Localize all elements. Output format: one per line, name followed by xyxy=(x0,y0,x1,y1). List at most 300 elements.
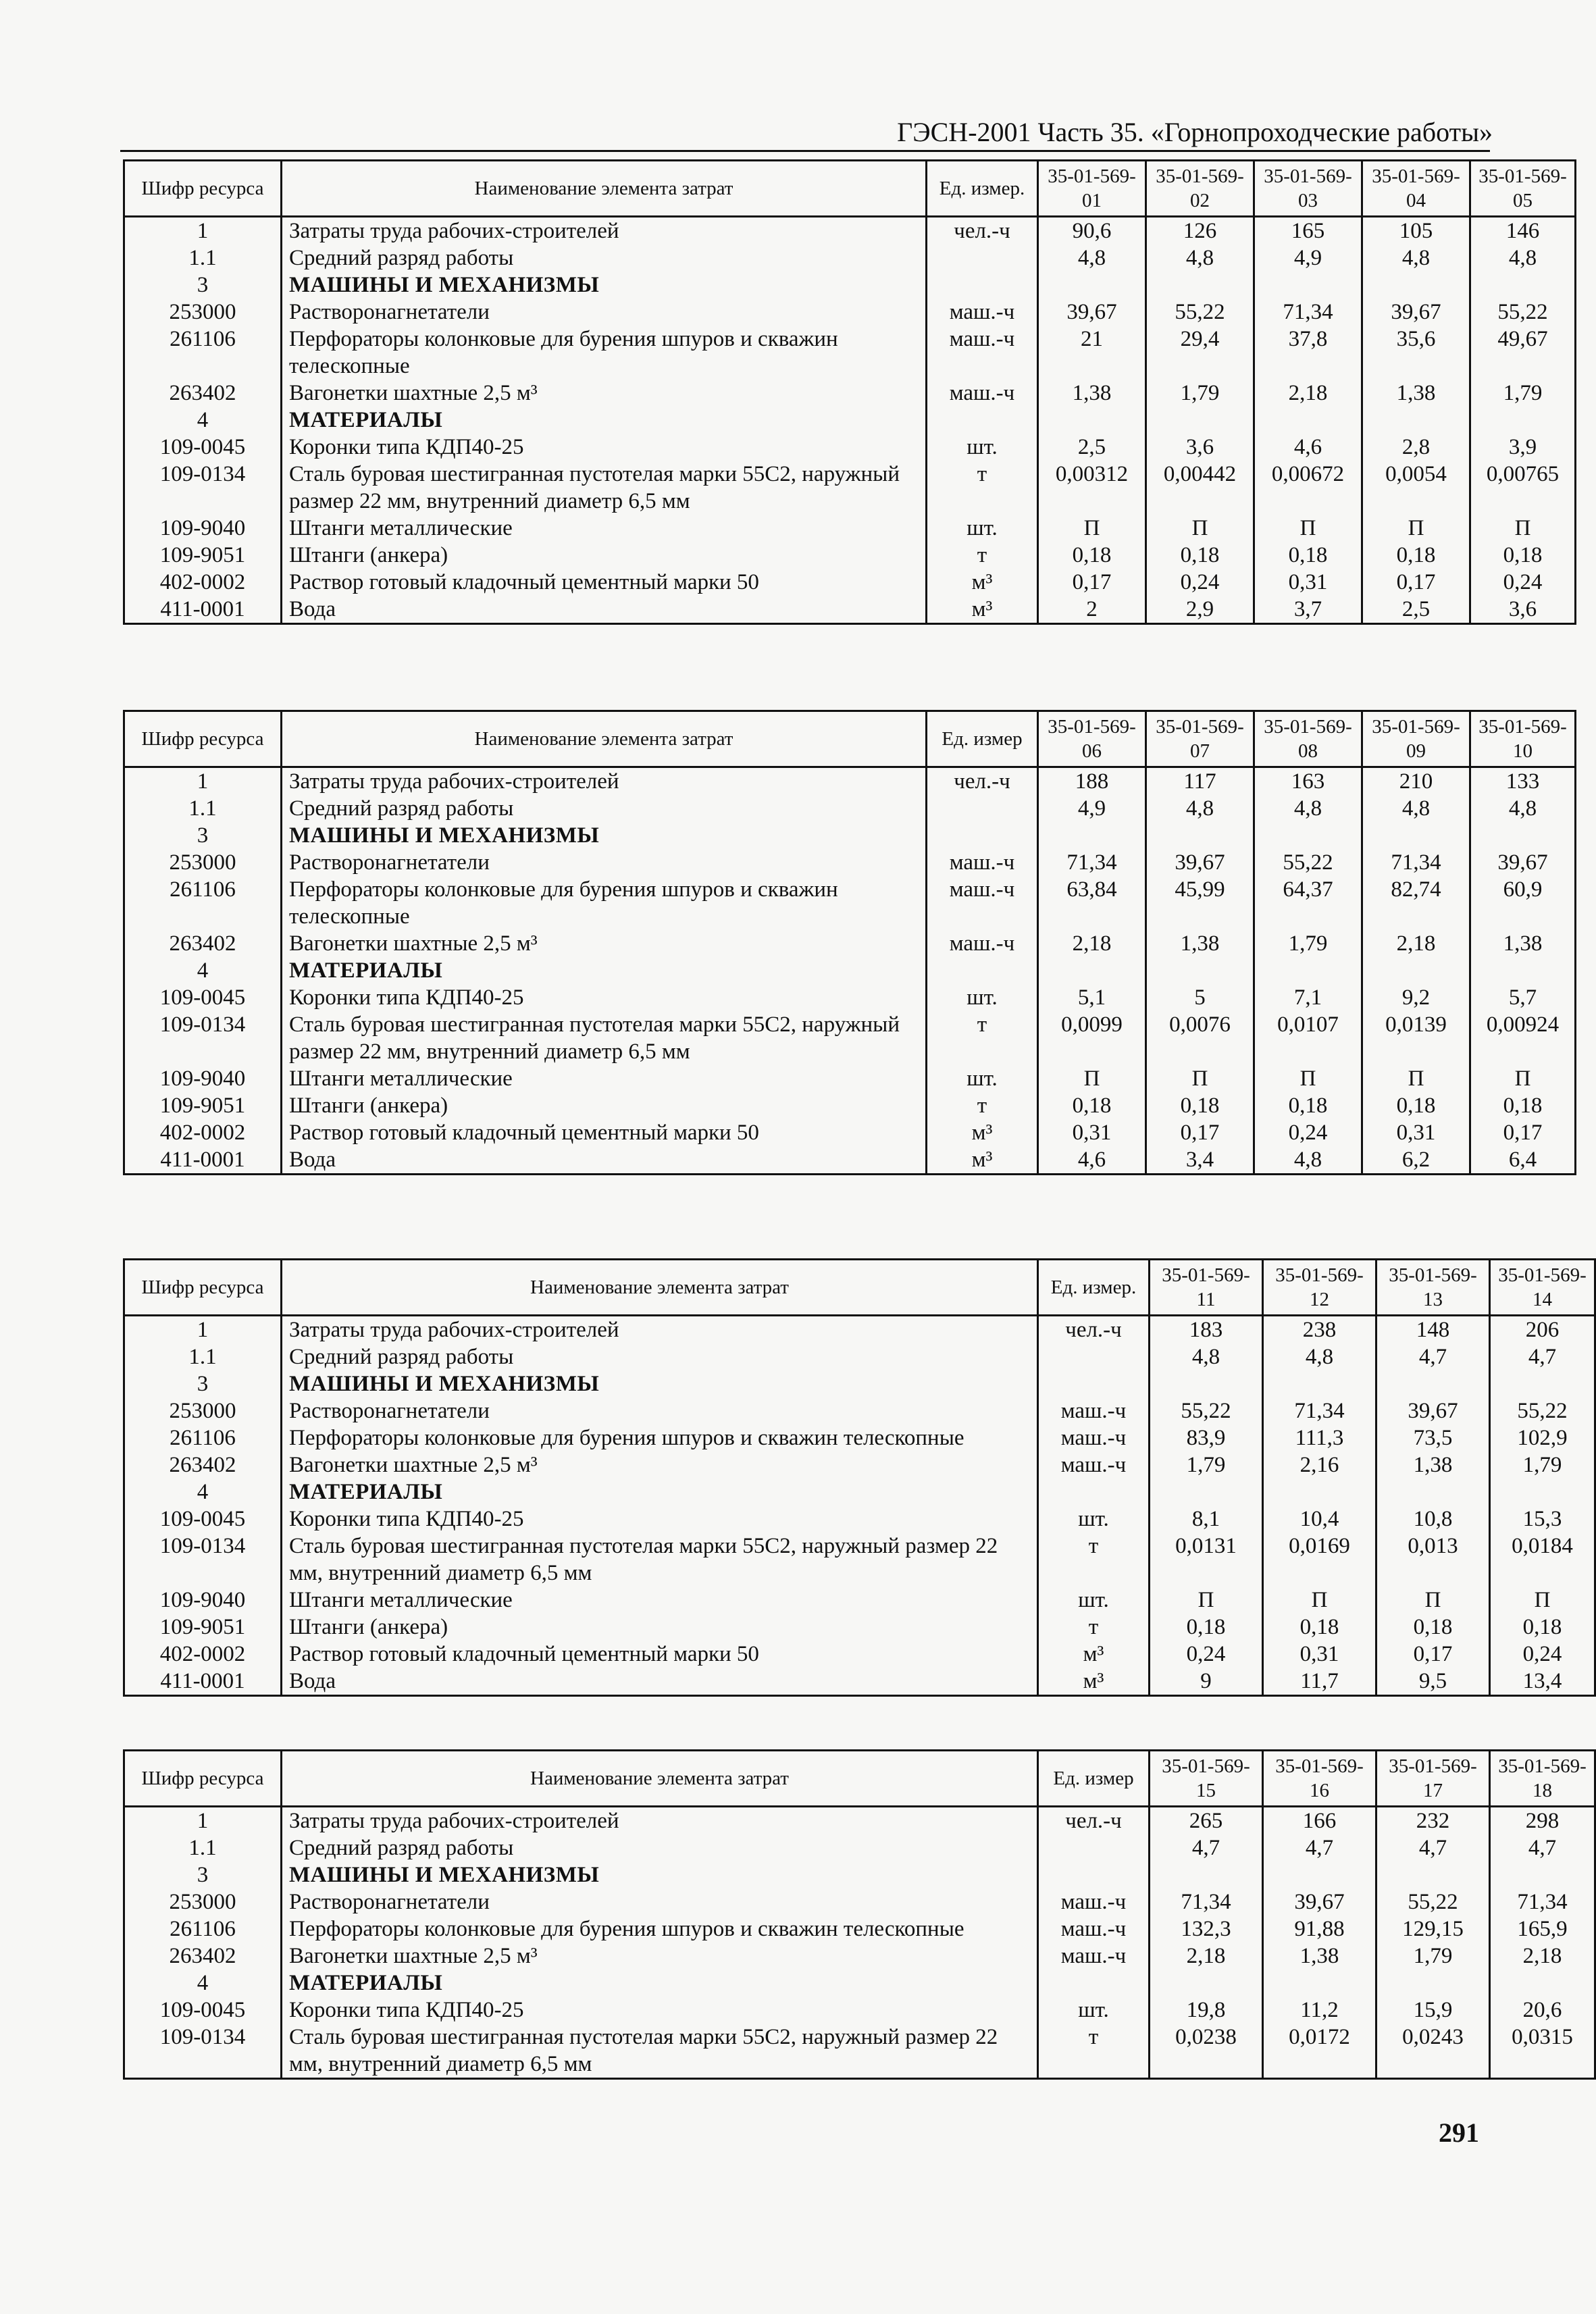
resource-code: 3 xyxy=(124,822,282,849)
resource-code: 402-0002 xyxy=(124,1641,282,1668)
header-cost-element-name: Наименование элемента затрат xyxy=(282,1751,1038,1807)
unit: маш.-ч xyxy=(1038,1424,1150,1451)
cost-element-name: Вагонетки шахтные 2,5 м³ xyxy=(282,1943,1038,1970)
header-norm-code: 35-01-569-13 xyxy=(1376,1260,1490,1316)
cost-element-name: Средний разряд работы xyxy=(282,795,927,822)
norm-value: 166 xyxy=(1263,1807,1376,1835)
norm-value: 64,37 xyxy=(1254,876,1362,930)
resource-table xyxy=(123,710,1576,1175)
table-row xyxy=(124,1424,1595,1451)
norm-value: 1,79 xyxy=(1146,380,1254,407)
header-cost-element-name: Наименование элемента затрат xyxy=(282,161,927,217)
norm-value: 3,9 xyxy=(1470,434,1576,461)
cost-element-name: Средний разряд работы xyxy=(282,1834,1038,1861)
unit: маш.-ч xyxy=(927,876,1038,930)
table-row xyxy=(124,1092,1576,1119)
norm-value: 0,18 xyxy=(1254,542,1362,569)
cost-element-name: Вода xyxy=(282,596,927,624)
unit: т xyxy=(1038,1614,1150,1641)
norm-value: 0,18 xyxy=(1150,1614,1263,1641)
norm-value: 0,013 xyxy=(1376,1533,1490,1587)
norm-value: 35,6 xyxy=(1362,326,1470,380)
unit: маш.-ч xyxy=(1038,1397,1150,1424)
norm-value xyxy=(1254,272,1362,299)
norm-value: 111,3 xyxy=(1263,1424,1376,1451)
unit: шт. xyxy=(1038,1997,1150,2024)
resource-code: 261106 xyxy=(124,1916,282,1943)
norm-value: 0,24 xyxy=(1150,1641,1263,1668)
header-unit: Ед. измер. xyxy=(1038,1260,1150,1316)
table-row xyxy=(124,1065,1576,1092)
norm-value: 5,7 xyxy=(1470,984,1576,1011)
norm-value: 3,6 xyxy=(1470,596,1576,624)
cost-element-name: Вагонетки шахтные 2,5 м³ xyxy=(282,930,927,957)
norm-value: 1,38 xyxy=(1146,930,1254,957)
cost-element-name: Растворонагнетатели xyxy=(282,1397,1038,1424)
norm-value: П xyxy=(1146,1065,1254,1092)
table-row xyxy=(124,1888,1595,1916)
norm-value: 20,6 xyxy=(1490,1997,1595,2024)
resource-code: 3 xyxy=(124,272,282,299)
norm-value xyxy=(1362,957,1470,984)
norm-value: 4,8 xyxy=(1146,245,1254,272)
norm-value: 4,8 xyxy=(1038,245,1146,272)
norm-value: 2 xyxy=(1038,596,1146,624)
norm-value xyxy=(1490,1479,1595,1506)
norm-value xyxy=(1490,1970,1595,1997)
norm-value: 0,24 xyxy=(1470,569,1576,596)
cost-element-name: Раствор готовый кладочный цементный марки 50 xyxy=(282,1641,1038,1668)
norm-value: 4,8 xyxy=(1146,795,1254,822)
unit: чел.-ч xyxy=(927,217,1038,245)
cost-element-name: Затраты труда рабочих-строителей xyxy=(282,217,927,245)
norm-value: 4,7 xyxy=(1376,1343,1490,1370)
unit: маш.-ч xyxy=(1038,1916,1150,1943)
resource-code: 261106 xyxy=(124,876,282,930)
resource-code: 109-0134 xyxy=(124,1011,282,1065)
section-title: МАТЕРИАЛЫ xyxy=(282,957,927,984)
resource-code: 1.1 xyxy=(124,1834,282,1861)
norm-value: 4,9 xyxy=(1038,795,1146,822)
unit: маш.-ч xyxy=(1038,1451,1150,1479)
resource-code: 109-0134 xyxy=(124,1533,282,1587)
page-header-title: ГЭСН-2001 Часть 35. «Горнопроходческие работы» xyxy=(897,117,1493,147)
table-row xyxy=(124,1011,1576,1065)
norm-value: 9,5 xyxy=(1376,1668,1490,1696)
norm-value: П xyxy=(1254,1065,1362,1092)
norm-value: 1,79 xyxy=(1490,1451,1595,1479)
resource-code: 1 xyxy=(124,1807,282,1835)
table-row xyxy=(124,380,1576,407)
table-section-row xyxy=(124,272,1576,299)
unit xyxy=(1038,1370,1150,1397)
norm-value: 6,4 xyxy=(1470,1146,1576,1175)
cost-element-name: Затраты труда рабочих-строителей xyxy=(282,1807,1038,1835)
norm-value: 90,6 xyxy=(1038,217,1146,245)
section-title: МАТЕРИАЛЫ xyxy=(282,407,927,434)
resource-code: 261106 xyxy=(124,1424,282,1451)
norm-value: 55,22 xyxy=(1254,849,1362,876)
unit: шт. xyxy=(927,515,1038,542)
page-number: 291 xyxy=(1439,2117,1479,2148)
norm-value: 133 xyxy=(1470,767,1576,796)
header-norm-code: 35-01-569-04 xyxy=(1362,161,1470,217)
cost-element-name: Штанги металлические xyxy=(282,515,927,542)
norm-value: 0,0139 xyxy=(1362,1011,1470,1065)
norm-value: 1,79 xyxy=(1254,930,1362,957)
resource-table-4 xyxy=(123,1749,1596,2080)
norm-value: 165,9 xyxy=(1490,1916,1595,1943)
resource-code: 263402 xyxy=(124,1451,282,1479)
unit: м³ xyxy=(1038,1668,1150,1696)
norm-value: 71,34 xyxy=(1263,1397,1376,1424)
table-row xyxy=(124,1641,1595,1668)
cost-element-name: Раствор готовый кладочный цементный марки 50 xyxy=(282,1119,927,1146)
resource-code: 261106 xyxy=(124,326,282,380)
cost-element-name: Сталь буровая шестигранная пустотелая марки 55С2, наружный размер 22 мм, внутренний диаметр 6,5 мм xyxy=(282,461,927,515)
norm-value xyxy=(1038,407,1146,434)
norm-value: 6,2 xyxy=(1362,1146,1470,1175)
cost-element-name: Перфораторы колонковые для бурения шпуров и скважин телескопные xyxy=(282,326,927,380)
norm-value xyxy=(1146,822,1254,849)
cost-element-name: Перфораторы колонковые для бурения шпуров и скважин телескопные xyxy=(282,1424,1038,1451)
cost-element-name: Сталь буровая шестигранная пустотелая марки 55С2, наружный размер 22 мм, внутренний диаметр 6,5 мм xyxy=(282,2024,1038,2079)
norm-value: 2,18 xyxy=(1150,1943,1263,1970)
resource-code: 109-9051 xyxy=(124,1614,282,1641)
table-row xyxy=(124,569,1576,596)
norm-value: 8,1 xyxy=(1150,1506,1263,1533)
norm-value: 0,18 xyxy=(1362,542,1470,569)
norm-value: 0,17 xyxy=(1470,1119,1576,1146)
resource-table xyxy=(123,1258,1596,1697)
norm-value: 0,17 xyxy=(1146,1119,1254,1146)
unit xyxy=(927,407,1038,434)
table-row xyxy=(124,596,1576,624)
cost-element-name: Растворонагнетатели xyxy=(282,1888,1038,1916)
norm-value: 4,8 xyxy=(1362,245,1470,272)
norm-value: 102,9 xyxy=(1490,1424,1595,1451)
cost-element-name: Вода xyxy=(282,1668,1038,1696)
norm-value: 1,38 xyxy=(1362,380,1470,407)
norm-value: 13,4 xyxy=(1490,1668,1595,1696)
table-row xyxy=(124,434,1576,461)
norm-value: 132,3 xyxy=(1150,1916,1263,1943)
header-cost-element-name: Наименование элемента затрат xyxy=(282,711,927,767)
resource-code: 263402 xyxy=(124,380,282,407)
table-section-row xyxy=(124,1861,1595,1888)
header-norm-code: 35-01-569-14 xyxy=(1490,1260,1595,1316)
cost-element-name: Вода xyxy=(282,1146,927,1175)
resource-code: 1 xyxy=(124,767,282,796)
norm-value: 4,7 xyxy=(1263,1834,1376,1861)
table-row xyxy=(124,461,1576,515)
norm-value: 210 xyxy=(1362,767,1470,796)
norm-value: 0,31 xyxy=(1038,1119,1146,1146)
header-unit: Ед. измер xyxy=(927,711,1038,767)
norm-value xyxy=(1362,407,1470,434)
unit: чел.-ч xyxy=(1038,1807,1150,1835)
norm-value: 1,38 xyxy=(1470,930,1576,957)
header-norm-code: 35-01-569-03 xyxy=(1254,161,1362,217)
resource-code: 253000 xyxy=(124,299,282,326)
unit xyxy=(927,957,1038,984)
unit: маш.-ч xyxy=(927,299,1038,326)
norm-value: 39,67 xyxy=(1470,849,1576,876)
resource-code: 411-0001 xyxy=(124,1146,282,1175)
norm-value: 0,31 xyxy=(1254,569,1362,596)
norm-value: 0,0243 xyxy=(1376,2024,1490,2079)
norm-value: 0,18 xyxy=(1470,542,1576,569)
norm-value: 0,00312 xyxy=(1038,461,1146,515)
norm-value: 39,67 xyxy=(1362,299,1470,326)
header-norm-code: 35-01-569-06 xyxy=(1038,711,1146,767)
table-row xyxy=(124,1397,1595,1424)
norm-value xyxy=(1150,1479,1263,1506)
cost-element-name: Средний разряд работы xyxy=(282,245,927,272)
norm-value: 1,79 xyxy=(1470,380,1576,407)
norm-value: 0,0169 xyxy=(1263,1533,1376,1587)
norm-value: 11,2 xyxy=(1263,1997,1376,2024)
cost-element-name: Затраты труда рабочих-строителей xyxy=(282,1316,1038,1344)
norm-value: 3,7 xyxy=(1254,596,1362,624)
table-row xyxy=(124,1943,1595,1970)
resource-code: 263402 xyxy=(124,930,282,957)
cost-element-name: Затраты труда рабочих-строителей xyxy=(282,767,927,796)
norm-value: 188 xyxy=(1038,767,1146,796)
resource-code: 1.1 xyxy=(124,245,282,272)
norm-value: 9,2 xyxy=(1362,984,1470,1011)
header-norm-code: 35-01-569-12 xyxy=(1263,1260,1376,1316)
norm-value: П xyxy=(1362,515,1470,542)
norm-value xyxy=(1150,1970,1263,1997)
norm-value: 0,18 xyxy=(1146,1092,1254,1119)
norm-value: 71,34 xyxy=(1362,849,1470,876)
table-row xyxy=(124,1506,1595,1533)
table-section-row xyxy=(124,822,1576,849)
unit: т xyxy=(927,542,1038,569)
norm-value: 4,8 xyxy=(1470,245,1576,272)
norm-value: 4,8 xyxy=(1150,1343,1263,1370)
table-row xyxy=(124,984,1576,1011)
norm-value: 129,15 xyxy=(1376,1916,1490,1943)
table-row xyxy=(124,1807,1595,1835)
norm-value: 2,18 xyxy=(1490,1943,1595,1970)
norm-value: П xyxy=(1470,515,1576,542)
resource-code: 109-9040 xyxy=(124,1065,282,1092)
norm-value: 11,7 xyxy=(1263,1668,1376,1696)
norm-value: 91,88 xyxy=(1263,1916,1376,1943)
norm-value: 2,8 xyxy=(1362,434,1470,461)
resource-table xyxy=(123,1749,1596,2080)
norm-value: 0,0315 xyxy=(1490,2024,1595,2079)
cost-element-name: Растворонагнетатели xyxy=(282,849,927,876)
resource-code: 3 xyxy=(124,1861,282,1888)
unit xyxy=(927,822,1038,849)
table-header-row xyxy=(124,161,1576,217)
norm-value: 148 xyxy=(1376,1316,1490,1344)
norm-value: 0,18 xyxy=(1490,1614,1595,1641)
norm-value: П xyxy=(1362,1065,1470,1092)
unit: т xyxy=(1038,1533,1150,1587)
unit xyxy=(1038,1861,1150,1888)
table-row xyxy=(124,2024,1595,2079)
header-norm-code: 35-01-569-18 xyxy=(1490,1751,1595,1807)
resource-code: 1.1 xyxy=(124,1343,282,1370)
header-unit: Ед. измер xyxy=(1038,1751,1150,1807)
norm-value xyxy=(1146,407,1254,434)
resource-code: 109-9051 xyxy=(124,542,282,569)
norm-value: 0,0107 xyxy=(1254,1011,1362,1065)
unit xyxy=(927,272,1038,299)
unit: маш.-ч xyxy=(1038,1943,1150,1970)
cost-element-name: Перфораторы колонковые для бурения шпуров и скважин телескопные xyxy=(282,876,927,930)
norm-value: 71,34 xyxy=(1490,1888,1595,1916)
norm-value: 39,67 xyxy=(1376,1397,1490,1424)
cost-element-name: Сталь буровая шестигранная пустотелая марки 55С2, наружный размер 22 мм, внутренний диаметр 6,5 мм xyxy=(282,1533,1038,1587)
header-norm-code: 35-01-569-15 xyxy=(1150,1751,1263,1807)
norm-value: 37,8 xyxy=(1254,326,1362,380)
table-row xyxy=(124,1146,1576,1175)
norm-value xyxy=(1470,407,1576,434)
table-header-row xyxy=(124,711,1576,767)
norm-value: 2,5 xyxy=(1362,596,1470,624)
unit: шт. xyxy=(1038,1506,1150,1533)
norm-value: 0,00442 xyxy=(1146,461,1254,515)
resource-code: 253000 xyxy=(124,1888,282,1916)
norm-value: 4,8 xyxy=(1362,795,1470,822)
table-header-row xyxy=(124,1751,1595,1807)
norm-value: 1,79 xyxy=(1150,1451,1263,1479)
norm-value: 73,5 xyxy=(1376,1424,1490,1451)
norm-value: 238 xyxy=(1263,1316,1376,1344)
norm-value: 4,7 xyxy=(1490,1834,1595,1861)
table-section-row xyxy=(124,1370,1595,1397)
header-norm-code: 35-01-569-09 xyxy=(1362,711,1470,767)
norm-value: П xyxy=(1038,1065,1146,1092)
norm-value xyxy=(1254,407,1362,434)
table-row xyxy=(124,876,1576,930)
norm-value: 0,18 xyxy=(1362,1092,1470,1119)
header-resource-code: Шифр ресурса xyxy=(124,1260,282,1316)
norm-value: 63,84 xyxy=(1038,876,1146,930)
norm-value: 0,0054 xyxy=(1362,461,1470,515)
norm-value: 55,22 xyxy=(1150,1397,1263,1424)
unit: чел.-ч xyxy=(1038,1316,1150,1344)
cost-element-name: Растворонагнетатели xyxy=(282,299,927,326)
header-norm-code: 35-01-569-11 xyxy=(1150,1260,1263,1316)
norm-value xyxy=(1263,1970,1376,1997)
norm-value: 0,00924 xyxy=(1470,1011,1576,1065)
norm-value: 15,3 xyxy=(1490,1506,1595,1533)
unit xyxy=(1038,1343,1150,1370)
norm-value xyxy=(1263,1479,1376,1506)
norm-value: 71,34 xyxy=(1254,299,1362,326)
norm-value: 1,38 xyxy=(1038,380,1146,407)
norm-value: 4,6 xyxy=(1254,434,1362,461)
norm-value: 3,4 xyxy=(1146,1146,1254,1175)
cost-element-name: Вагонетки шахтные 2,5 м³ xyxy=(282,380,927,407)
norm-value: 0,00765 xyxy=(1470,461,1576,515)
norm-value: 1,79 xyxy=(1376,1943,1490,1970)
norm-value: П xyxy=(1146,515,1254,542)
norm-value: 265 xyxy=(1150,1807,1263,1835)
norm-value xyxy=(1376,1970,1490,1997)
section-title: МАТЕРИАЛЫ xyxy=(282,1479,1038,1506)
resource-code: 4 xyxy=(124,1479,282,1506)
norm-value: 7,1 xyxy=(1254,984,1362,1011)
norm-value: 0,31 xyxy=(1362,1119,1470,1146)
norm-value: 0,17 xyxy=(1362,569,1470,596)
cost-element-name: Перфораторы колонковые для бурения шпуров и скважин телескопные xyxy=(282,1916,1038,1943)
header-norm-code: 35-01-569-02 xyxy=(1146,161,1254,217)
norm-value: 0,0238 xyxy=(1150,2024,1263,2079)
resource-code: 253000 xyxy=(124,1397,282,1424)
norm-value: 2,9 xyxy=(1146,596,1254,624)
header-norm-code: 35-01-569-10 xyxy=(1470,711,1576,767)
resource-code: 109-9040 xyxy=(124,515,282,542)
norm-value: 0,18 xyxy=(1376,1614,1490,1641)
section-title: МАШИНЫ И МЕХАНИЗМЫ xyxy=(282,822,927,849)
resource-table-1 xyxy=(123,159,1576,625)
unit: м³ xyxy=(1038,1641,1150,1668)
norm-value xyxy=(1146,272,1254,299)
norm-value xyxy=(1146,957,1254,984)
unit: м³ xyxy=(927,1146,1038,1175)
table-row xyxy=(124,930,1576,957)
resource-code: 1 xyxy=(124,217,282,245)
resource-code: 109-0045 xyxy=(124,984,282,1011)
unit: м³ xyxy=(927,1119,1038,1146)
cost-element-name: Раствор готовый кладочный цементный марки 50 xyxy=(282,569,927,596)
unit: маш.-ч xyxy=(927,930,1038,957)
unit xyxy=(1038,1479,1150,1506)
norm-value: 2,5 xyxy=(1038,434,1146,461)
resource-code: 4 xyxy=(124,1970,282,1997)
norm-value: 55,22 xyxy=(1490,1397,1595,1424)
resource-code: 263402 xyxy=(124,1943,282,1970)
resource-code: 109-0045 xyxy=(124,434,282,461)
cost-element-name: Средний разряд работы xyxy=(282,1343,1038,1370)
norm-value xyxy=(1362,272,1470,299)
norm-value: 55,22 xyxy=(1376,1888,1490,1916)
header-resource-code: Шифр ресурса xyxy=(124,161,282,217)
cost-element-name: Коронки типа КДП40-25 xyxy=(282,984,927,1011)
norm-value: 0,0099 xyxy=(1038,1011,1146,1065)
norm-value: 4,8 xyxy=(1254,1146,1362,1175)
norm-value: 5,1 xyxy=(1038,984,1146,1011)
resource-code: 3 xyxy=(124,1370,282,1397)
norm-value: 39,67 xyxy=(1038,299,1146,326)
cost-element-name: Вагонетки шахтные 2,5 м³ xyxy=(282,1451,1038,1479)
norm-value: 2,16 xyxy=(1263,1451,1376,1479)
table-section-row xyxy=(124,407,1576,434)
table-row xyxy=(124,1533,1595,1587)
norm-value: 3,6 xyxy=(1146,434,1254,461)
norm-value: 2,18 xyxy=(1038,930,1146,957)
resource-code: 109-0134 xyxy=(124,461,282,515)
norm-value xyxy=(1490,1370,1595,1397)
norm-value xyxy=(1150,1861,1263,1888)
norm-value: 163 xyxy=(1254,767,1362,796)
norm-value: 10,4 xyxy=(1263,1506,1376,1533)
unit: м³ xyxy=(927,596,1038,624)
cost-element-name: Сталь буровая шестигранная пустотелая марки 55С2, наружный размер 22 мм, внутренний диаметр 6,5 мм xyxy=(282,1011,927,1065)
cost-element-name: Коронки типа КДП40-25 xyxy=(282,434,927,461)
table-row xyxy=(124,217,1576,245)
table-header-row xyxy=(124,1260,1595,1316)
unit: шт. xyxy=(927,1065,1038,1092)
table-section-row xyxy=(124,957,1576,984)
